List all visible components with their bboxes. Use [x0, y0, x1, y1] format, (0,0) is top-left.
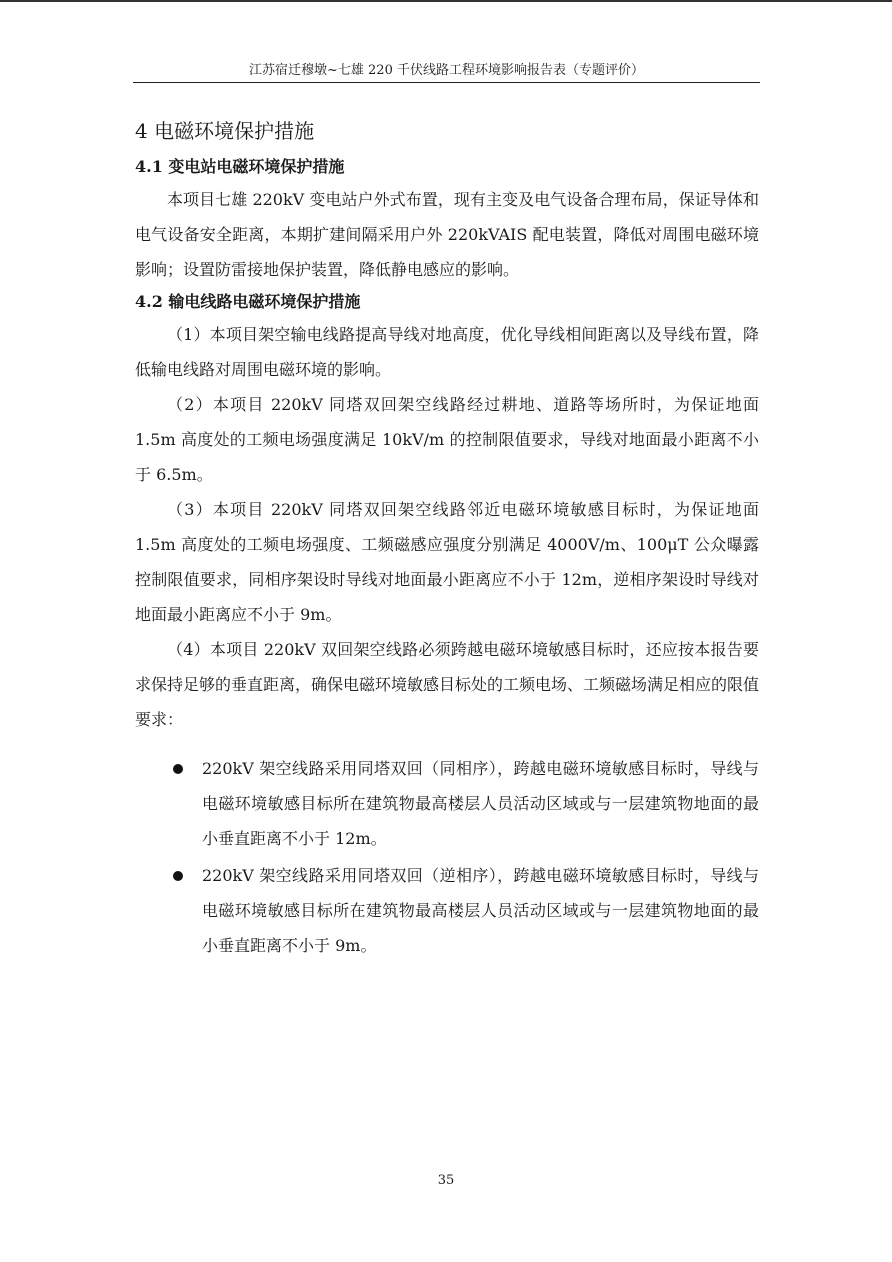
bullet-dot-icon: [173, 871, 183, 881]
bullet-list: [135, 751, 759, 963]
paragraph-substation: 本项目七雄 220kV 变电站户外式布置，现有主变及电气设备合理布局，保证导体和电气设备安全距离，本期扩建间隔采用户外 220kVAIS 配电装置，降低对周围电磁环境影响；设置防雷接地保护装置，降低静电感应的影响。: [135, 190, 759, 279]
bullet-text: 220kV 架空线路采用同塔双回（同相序），跨越电磁环境敏感目标时，导线与电磁环境敏感目标所在建筑物最高楼层人员活动区域或与一层建筑物地面的最小垂直距离不小于 12m。: [202, 759, 759, 848]
paragraph-measure-2: （2）本项目 220kV 同塔双回架空线路经过耕地、道路等场所时，为保证地面 1.5m 高度处的工频电场强度满足 10kV/m 的控制限值要求，导线对地面最小距离不小于 6.5m。: [135, 395, 759, 484]
bullet-dot-icon: [173, 764, 183, 774]
document-body: [135, 112, 759, 965]
page-number: 35: [437, 1173, 455, 1188]
subsection-4-1-title: 4.1 变电站电磁环境保护措施: [135, 157, 345, 176]
paragraph-measure-1: （1）本项目架空输电线路提高导线对地高度，优化导线相间距离以及导线布置，降低输电线路对周围电磁环境的影响。: [135, 325, 759, 379]
list-item: [135, 751, 759, 856]
bullet-text: 220kV 架空线路采用同塔双回（逆相序），跨越电磁环境敏感目标时，导线与电磁环境敏感目标所在建筑物最高楼层人员活动区域或与一层建筑物地面的最小垂直距离不小于 9m。: [202, 866, 759, 955]
paragraph-measure-3: （3）本项目 220kV 同塔双回架空线路邻近电磁环境敏感目标时，为保证地面 1.5m 高度处的工频电场强度、工频磁感应强度分别满足 4000V/m、100μT 公众曝露控制限值要求，同相序架设时导线对地面最小距离应不小于 12m，逆相序架设时导线对地面最小距离应不小于 9m。: [135, 500, 759, 624]
header-title: 江苏宿迁穆墩~七雄 220 千伏线路工程环境影响报告表（专题评价）: [249, 63, 644, 78]
paragraph-measure-4: （4）本项目 220kV 双回架空线路必须跨越电磁环境敏感目标时，还应按本报告要求保持足够的垂直距离，确保电磁环境敏感目标处的工频电场、工频磁场满足相应的限值要求：: [135, 640, 760, 729]
top-border-line: [0, 0, 892, 2]
page-header: [133, 60, 760, 83]
section-title: 4 电磁环境保护措施: [135, 119, 315, 143]
subsection-4-2-title: 4.2 输电线路电磁环境保护措施: [135, 292, 361, 311]
list-item: [135, 858, 759, 963]
